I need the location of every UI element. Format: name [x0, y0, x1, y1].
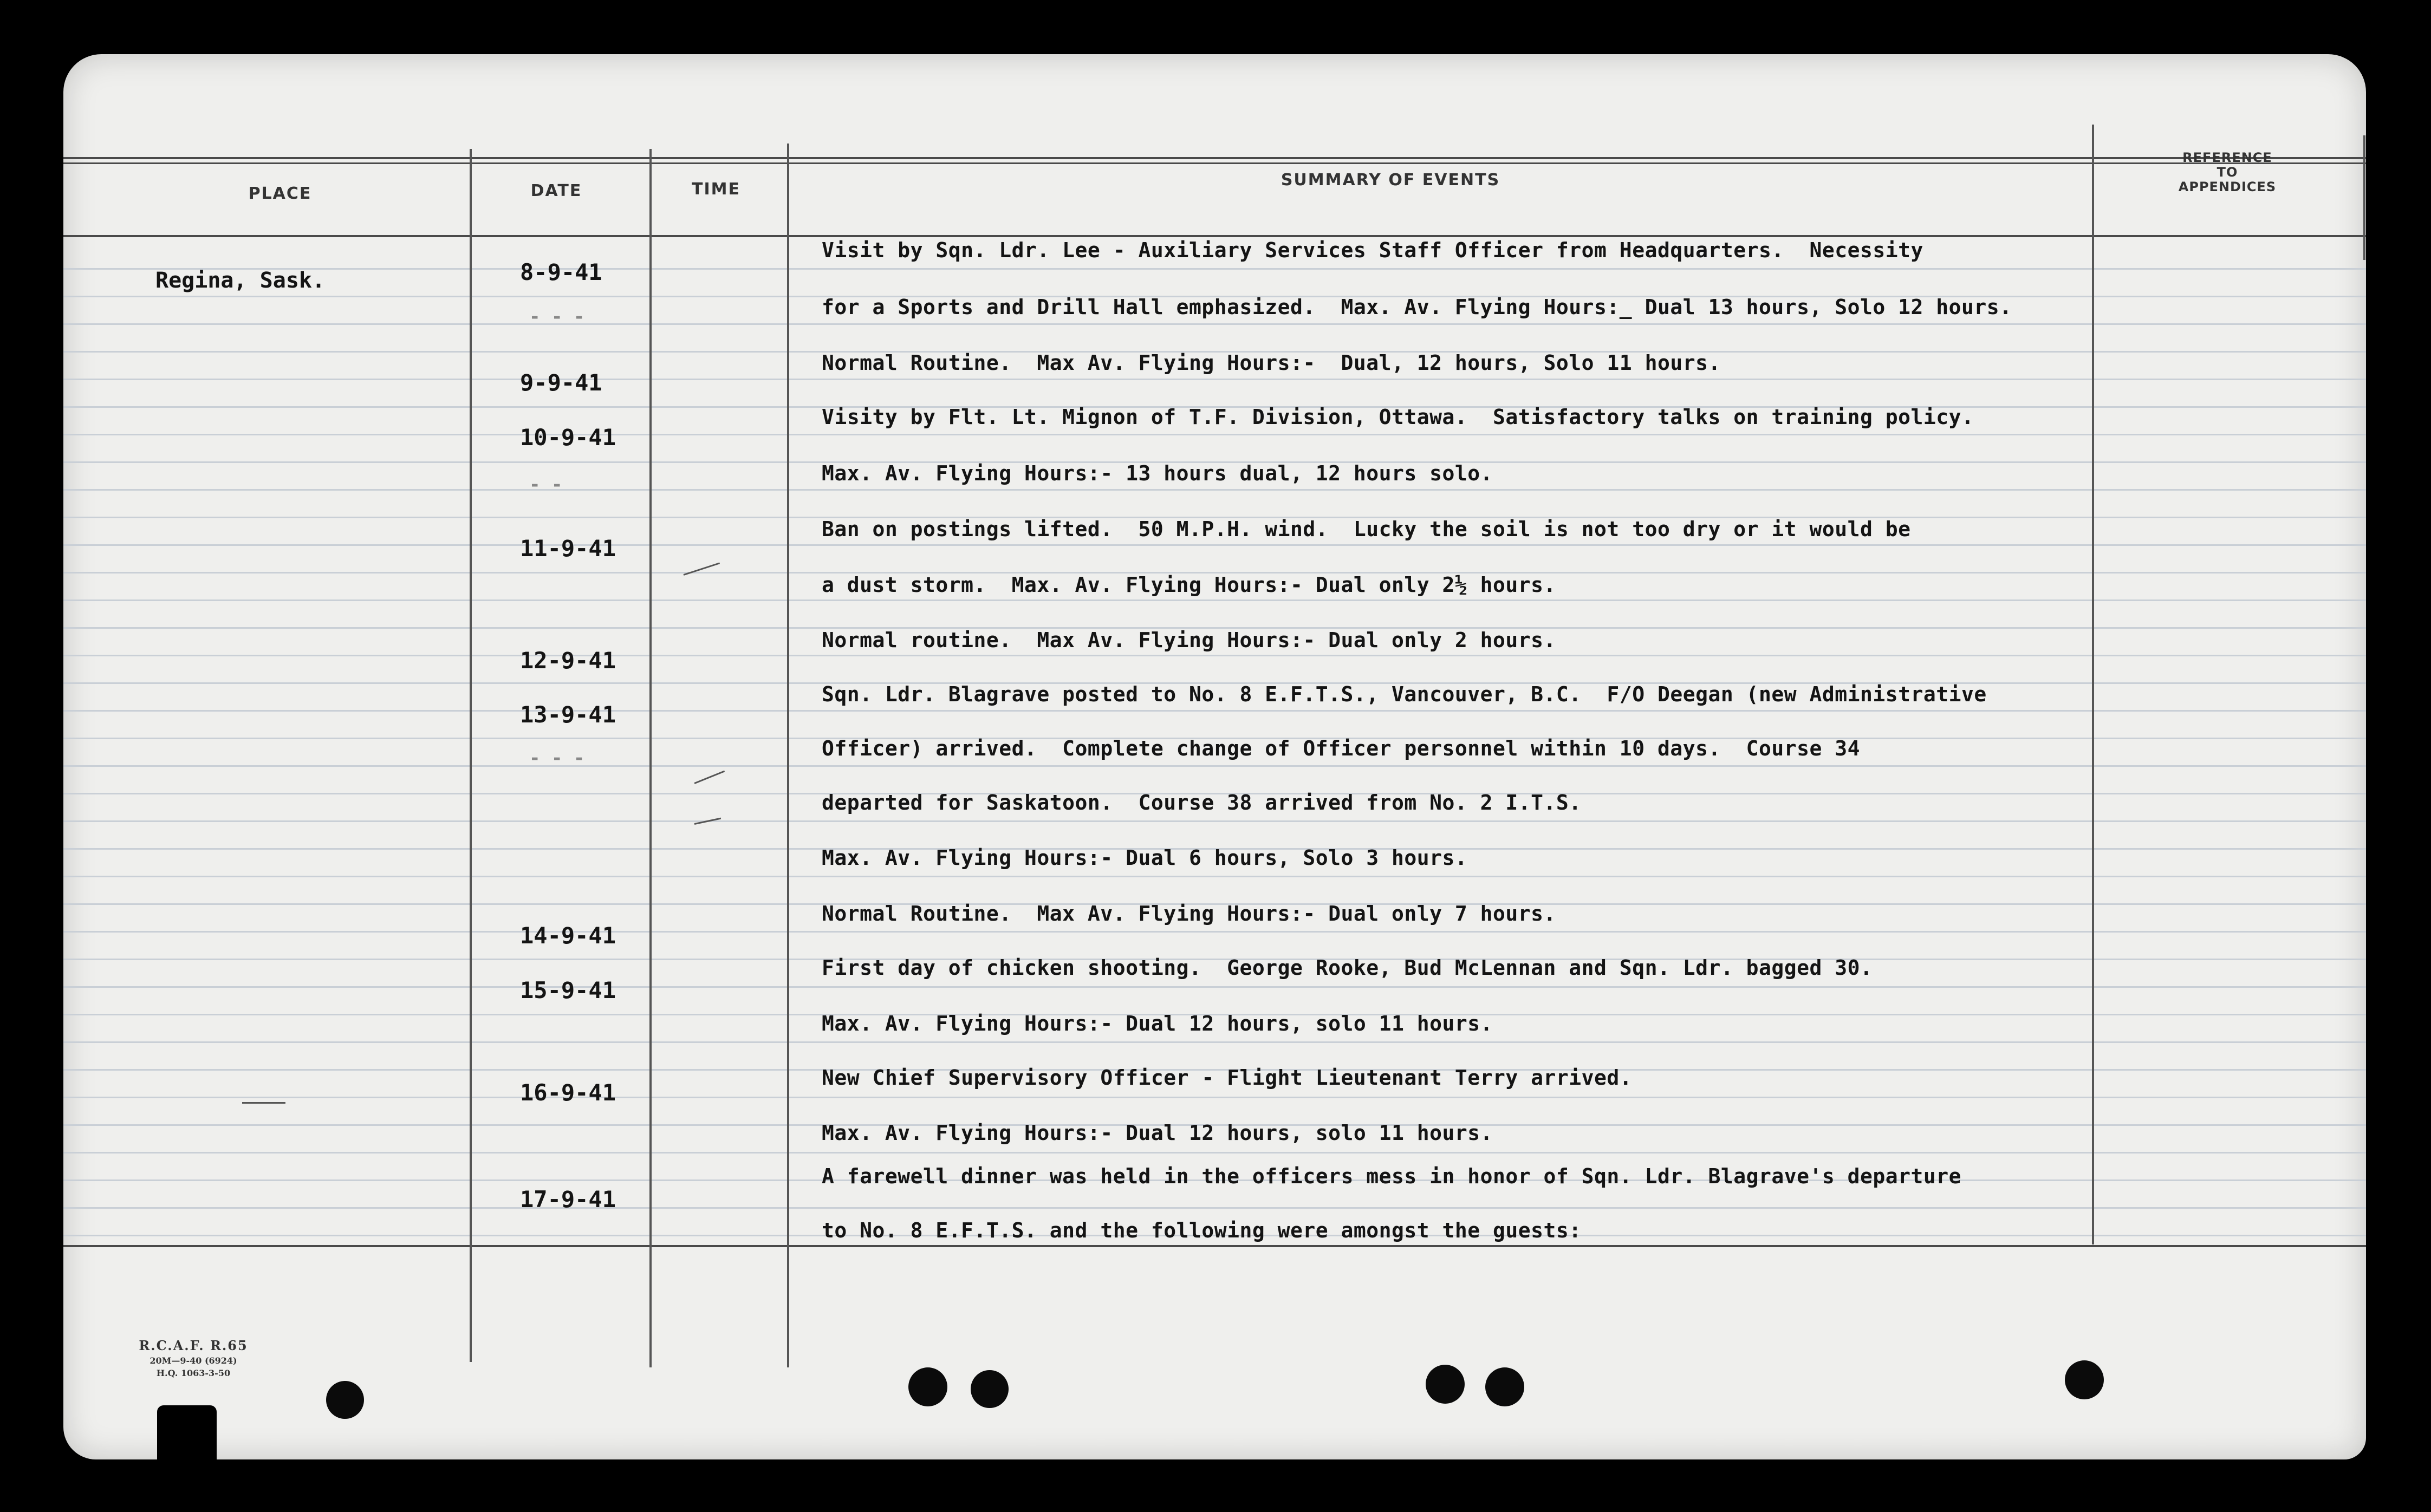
ruled-line — [63, 544, 2366, 546]
header-reference — [2100, 151, 2355, 194]
ditto-mark: - - - — [529, 747, 585, 769]
ruled-line — [63, 1041, 2366, 1043]
summary-line: departed for Saskatoon. Course 38 arrived from No. 2 I.T.S. — [822, 791, 1582, 814]
ruled-line — [63, 1207, 2366, 1209]
ruled-line — [63, 876, 2366, 877]
form-code-line-3: H.Q. 1063-3-50 — [156, 1368, 231, 1378]
summary-line: Sqn. Ldr. Blagrave posted to No. 8 E.F.T.S., Vancouver, B.C. F/O Deegan (new Administrative — [822, 682, 1987, 706]
date-entry: 9-9-41 — [520, 369, 602, 396]
form-code-line-2: 20M—9-40 (6924) — [150, 1355, 237, 1366]
divider-reference-right — [2363, 135, 2365, 260]
form-code — [126, 1338, 261, 1378]
date-entry: 11-9-41 — [520, 535, 616, 562]
corner-clip — [157, 1405, 217, 1459]
summary-line: Normal routine. Max Av. Flying Hours:- Dual only 2 hours. — [822, 628, 1556, 652]
ruled-line — [63, 986, 2366, 988]
summary-line: to No. 8 E.F.T.S. and the following were amongst the guests: — [822, 1218, 1582, 1242]
ruled-line — [63, 323, 2366, 325]
header-reference-line-1: REFERENCE — [2182, 150, 2272, 165]
summary-line: Max. Av. Flying Hours:- Dual 12 hours, solo 11 hours. — [822, 1121, 1493, 1145]
pen-tick — [684, 562, 720, 575]
form-code-line-1: R.C.A.F. R.65 — [139, 1338, 248, 1353]
date-entry: 10-9-41 — [520, 424, 616, 451]
pen-tick — [694, 771, 725, 784]
table-bottom-rule — [63, 1245, 2366, 1247]
ruled-line — [63, 489, 2366, 491]
ruled-line — [63, 765, 2366, 767]
summary-line: Normal Routine. Max Av. Flying Hours:- Dual only 7 hours. — [822, 902, 1556, 926]
summary-line: Max. Av. Flying Hours:- Dual 6 hours, Solo 3 hours. — [822, 846, 1468, 870]
header-bottom-rule — [63, 235, 2366, 237]
header-summary: SUMMARY OF EVENTS — [1280, 171, 1500, 190]
summary-line: Visity by Flt. Lt. Mignon of T.F. Division, Ottawa. Satisfactory talks on training policy. — [822, 405, 1974, 429]
punch-hole — [1426, 1365, 1465, 1404]
ruled-line — [63, 710, 2366, 712]
header-top-rule — [63, 157, 2366, 159]
ruled-line — [63, 434, 2366, 435]
date-entry: 13-9-41 — [520, 701, 616, 728]
date-entry: 8-9-41 — [520, 259, 602, 285]
ruled-line — [63, 1152, 2366, 1153]
summary-line: a dust storm. Max. Av. Flying Hours:- Dual only 2½ hours. — [822, 573, 1556, 597]
ditto-mark: - - - — [529, 306, 585, 328]
summary-line: Max. Av. Flying Hours:- Dual 12 hours, solo 11 hours. — [822, 1012, 1493, 1035]
summary-line: Max. Av. Flying Hours:- 13 hours dual, 12 hours solo. — [822, 461, 1493, 485]
summary-line: Ban on postings lifted. 50 M.P.H. wind. Lucky the soil is not too dry or it would be — [822, 517, 1911, 541]
ditto-mark: - - — [529, 474, 563, 496]
ruled-line — [63, 655, 2366, 656]
diary-form-sheet — [63, 54, 2366, 1459]
punch-hole — [908, 1367, 947, 1406]
header-place: PLACE — [248, 184, 312, 203]
header-top-rule-2 — [63, 162, 2366, 164]
place-entry: Regina, Sask. — [155, 268, 326, 293]
punch-hole — [2065, 1360, 2104, 1399]
ruled-line — [63, 820, 2366, 822]
summary-line: for a Sports and Drill Hall emphasized. Max. Av. Flying Hours:_ Dual 13 hours, Solo 12 hours. — [822, 295, 2012, 319]
divider-place-date — [470, 149, 472, 1362]
ruled-line — [63, 931, 2366, 933]
ruled-line — [63, 268, 2366, 270]
summary-line: First day of chicken shooting. George Rooke, Bud McLennan and Sqn. Ldr. bagged 30. — [822, 956, 1873, 980]
divider-summary-reference — [2092, 125, 2094, 1244]
header-reference-line-3: APPENDICES — [2178, 179, 2277, 194]
summary-line: Visit by Sqn. Ldr. Lee - Auxiliary Services Staff Officer from Headquarters. Necessity — [822, 238, 1923, 262]
divider-time-summary — [787, 144, 789, 1367]
date-entry: 14-9-41 — [520, 922, 616, 949]
summary-line: New Chief Supervisory Officer - Flight Lieutenant Terry arrived. — [822, 1066, 1633, 1090]
date-entry: 17-9-41 — [520, 1186, 616, 1213]
pen-tick — [242, 1102, 285, 1104]
summary-line: Officer) arrived. Complete change of Officer personnel within 10 days. Course 34 — [822, 737, 1860, 760]
header-date: DATE — [530, 181, 582, 200]
summary-line: A farewell dinner was held in the officers mess in honor of Sqn. Ldr. Blagrave's departure — [822, 1164, 1962, 1188]
ruled-line — [63, 379, 2366, 380]
punch-hole — [971, 1370, 1009, 1408]
ruled-line — [63, 1097, 2366, 1098]
divider-date-time — [649, 149, 652, 1367]
punch-hole — [326, 1381, 364, 1419]
date-entry: 15-9-41 — [520, 977, 616, 1003]
date-entry: 16-9-41 — [520, 1079, 616, 1106]
date-entry: 12-9-41 — [520, 647, 616, 674]
punch-hole — [1485, 1367, 1524, 1406]
summary-line: Normal Routine. Max Av. Flying Hours:- Dual, 12 hours, Solo 11 hours. — [822, 351, 1721, 375]
ruled-line — [63, 599, 2366, 601]
header-reference-line-2: TO — [2216, 165, 2238, 180]
header-time: TIME — [692, 180, 740, 199]
